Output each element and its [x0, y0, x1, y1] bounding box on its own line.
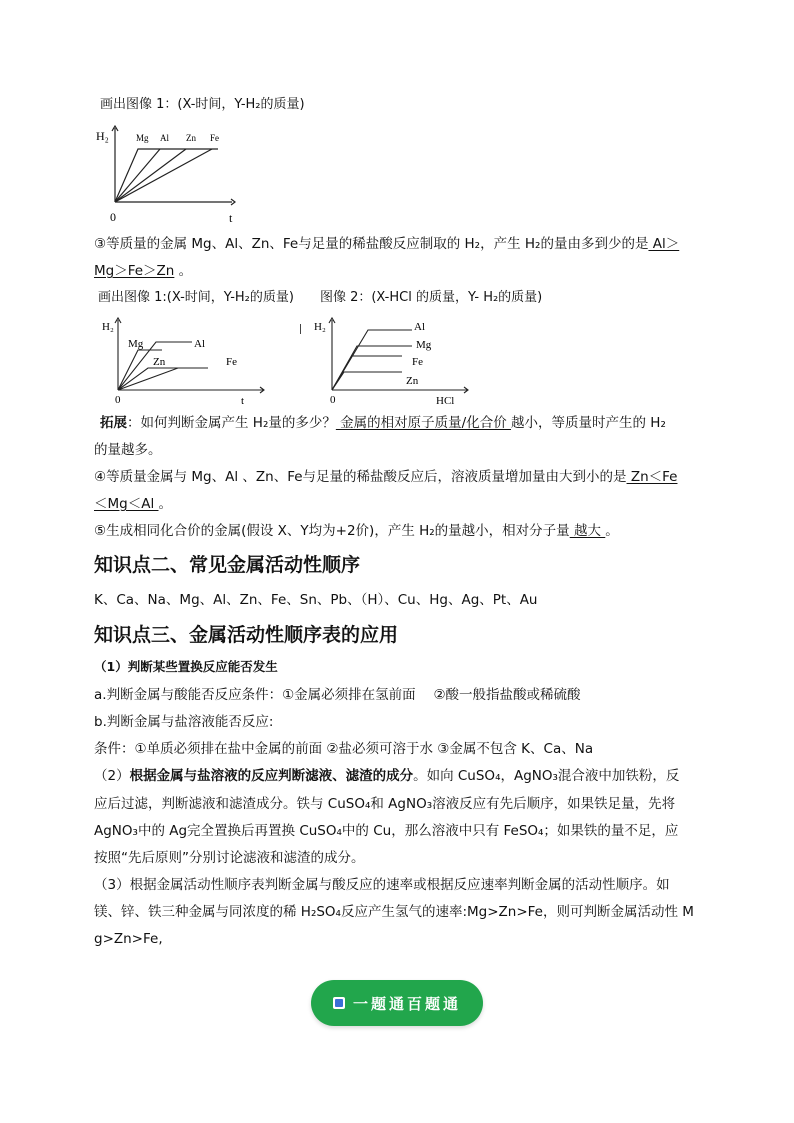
label-mg: Mg [128, 338, 144, 350]
graph-divider [300, 324, 301, 334]
origin-label: 0 [110, 210, 116, 224]
document-icon [333, 997, 345, 1009]
line-zn [332, 372, 402, 390]
sub1c-text: 条件：①单质必须排在盐中金属的前面 ②盐必须可溶于水 ③金属不包含 K、Ca、Na [94, 741, 594, 757]
sub2-line2: 应后过滤，判断滤液和滤渣成分。铁与 CuSO₄和 AgNO₃溶液反应有先后顺序，如果铁足量，先将 [94, 796, 676, 812]
item3-line2 [94, 262, 192, 280]
label-mg: Mg [416, 339, 432, 351]
item4-answer-b: ＜Mg＜Al [94, 496, 159, 512]
sub2-line1 [94, 767, 679, 785]
line-mg [332, 346, 412, 390]
x-axis-label: HCl [436, 395, 455, 406]
sub1b-text: b.判断金属与盐溶液能否反应: [94, 714, 274, 730]
series-label-al: Al [160, 133, 169, 143]
heading-knowledge-point-2: 知识点二、常见金属活动性顺序 [94, 554, 361, 576]
sub2-line4: 按照“先后原则”分别讨论滤液和滤渣的成分。 [94, 850, 365, 866]
label-fe: Fe [226, 356, 237, 368]
extension-text: ：如何判断金属产生 H₂量的多少？ [127, 415, 336, 431]
item5-tail: 。 [605, 523, 619, 539]
extension-line2: 的量越多。 [94, 442, 162, 458]
item3-answer-a: Al＞ [648, 236, 680, 252]
label-fe: Fe [412, 356, 423, 368]
item5-answer: 越大 [569, 523, 606, 539]
sub2-line3: AgNO₃中的 Ag完全置换后再置换 CuSO₄中的 Cu，那么溶液中只有 FeSO₄；如果铁的量不足，应 [94, 823, 679, 839]
sub2-line1-rest: 。如向 CuSO₄，AgNO₃混合液中加铁粉，反 [413, 768, 680, 784]
activity-series: K、Ca、Na、Mg、Al、Zn、Fe、Sn、Pb、（H）、Cu、Hg、Ag、Pt、Au [94, 592, 538, 608]
graph2-time-chart [98, 316, 278, 406]
item3-tail: 。 [174, 263, 193, 279]
graph3-hcl-chart [312, 316, 482, 406]
sub3-line3: g>Zn>Fe, [94, 931, 163, 947]
graph1-time-chart [90, 122, 250, 226]
extension-answer: 金属的相对原子质量/化合价 [335, 415, 511, 431]
sub3-line1: （3）根据金属活动性顺序表判断金属与酸反应的速率或根据反应速率判断金属的活动性顺序。如 [94, 877, 670, 893]
extension-label: 拓展 [100, 415, 127, 431]
line-zn [115, 149, 186, 202]
sub2-bold: 根据金属与盐溶液的反应判断滤液、滤渣的成分 [129, 768, 414, 784]
y-axis-label: H₂ [314, 321, 326, 333]
y-axis-label: H₂ [96, 129, 109, 143]
item3-line1 [94, 235, 679, 253]
one-question-button[interactable] [311, 980, 483, 1026]
origin-label: 0 [330, 394, 336, 406]
heading-knowledge-point-3: 知识点三、金属活动性顺序表的应用 [94, 624, 399, 646]
item4-line1 [94, 468, 677, 486]
label-al: Al [194, 338, 205, 350]
series-label-mg: Mg [136, 133, 149, 143]
label-zn: Zn [153, 356, 166, 368]
line-fe [332, 356, 402, 390]
origin-label: 0 [115, 394, 121, 406]
x-axis-label: t [241, 395, 245, 406]
item4-tail: 。 [158, 496, 172, 512]
label-al: Al [414, 321, 425, 333]
item4-text: ④等质量金属与 Mg、Al 、Zn、Fe与足量的稀盐酸反应后，溶液质量增加量由大到小的是 [94, 469, 627, 485]
y-axis-label: H₂ [102, 321, 114, 333]
line-al [332, 330, 412, 390]
sub3-line2: 镁、锌、铁三种金属与同浓度的稀 H₂SO₄反应产生氢气的速率:Mg>Zn>Fe，则可判断金属活动性 M [94, 904, 694, 920]
item5-text: ⑤生成相同化合价的金属(假设 X、Y均为+2价)，产生 H₂的量越小，相对分子量 [94, 523, 570, 539]
graph1-caption: 画出图像 1：(X-时间，Y-H₂的质量) [100, 97, 305, 112]
extension-line1 [100, 414, 666, 432]
sub1a-text: a.判断金属与酸能否反应条件：①金属必须排在氢前面 ②酸一般指盐酸或稀硫酸 [94, 687, 581, 703]
sub1-title: （1）判断某些置换反应能否发生 [94, 659, 278, 674]
label-zn: Zn [406, 375, 419, 387]
graph-pair-caption: 画出图像 1:(X-时间，Y-H₂的质量) 图像 2：(X-HCl 的质量，Y- H₂的质量) [98, 290, 543, 305]
extension-tail: 越小，等质量时产生的 H₂ [511, 415, 666, 431]
item4-answer-a: Zn＜Fe [626, 469, 678, 485]
series-label-zn: Zn [186, 133, 196, 143]
line-fe [115, 149, 212, 202]
line-fe [118, 368, 208, 390]
sub2-prefix: （2） [94, 768, 130, 784]
line-al [115, 149, 160, 202]
item4-line2 [94, 495, 172, 513]
button-label: 一题通百题通 [352, 994, 461, 1013]
item5-line [94, 522, 619, 540]
item3-answer-b: Mg＞Fe＞Zn [94, 263, 175, 279]
x-axis-label: t [229, 211, 233, 225]
item3-text: ③等质量的金属 Mg、Al、Zn、Fe与足量的稀盐酸反应制取的 H₂，产生 H₂的量由多到少的是 [94, 236, 649, 252]
series-label-fe: Fe [210, 133, 219, 143]
